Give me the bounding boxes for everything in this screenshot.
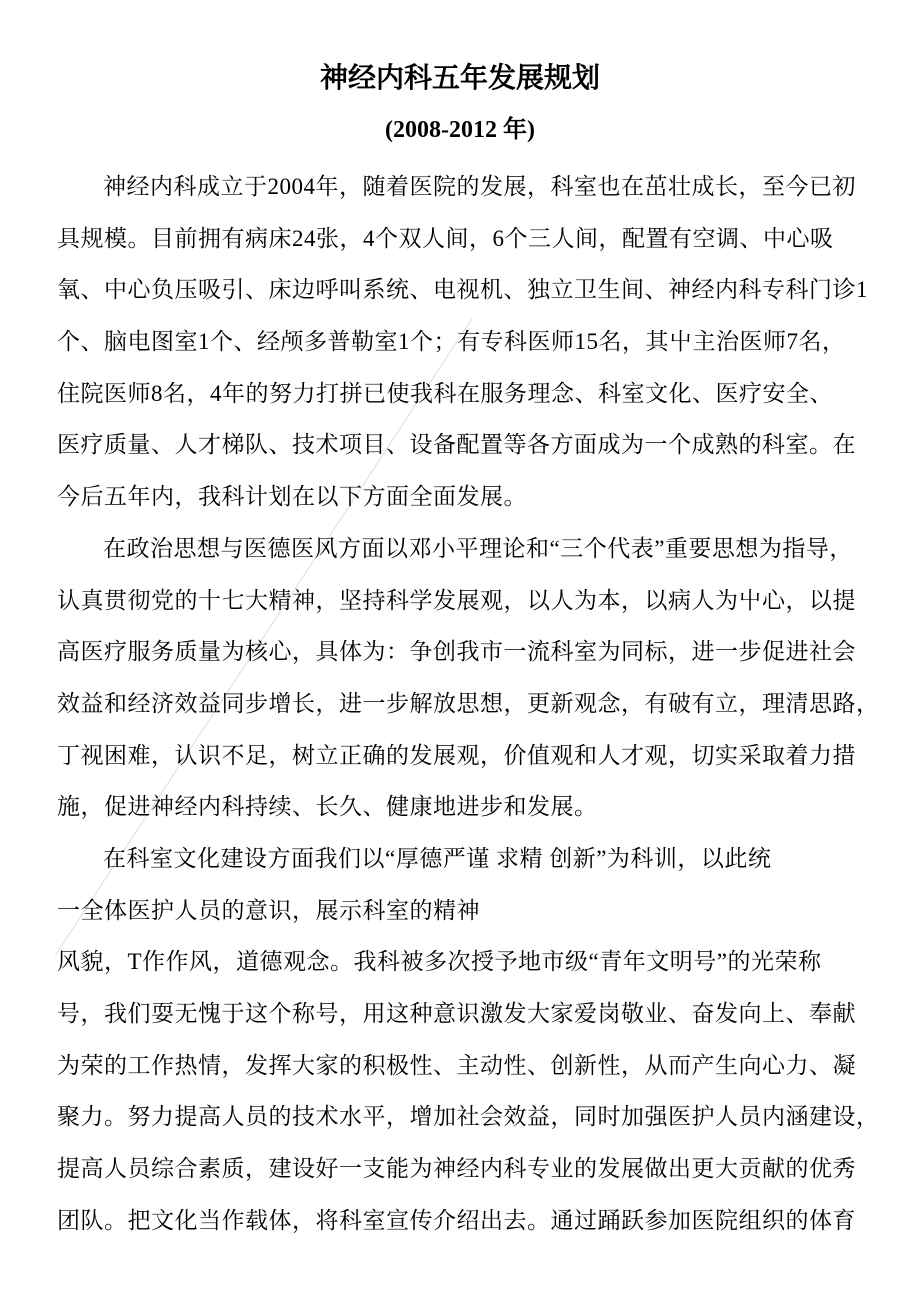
text-line: 风貌，T作作风，道德观念。我科被多次授予地市级“青年文明号”的光荣称 [57, 949, 822, 975]
text-line: 医疗质量、人才梯队、技术项目、设备配置等各方面成为一个成熟的科室。在 [57, 432, 856, 458]
document-title: 神经内科五年发展规划 [319, 63, 600, 94]
text-line: 认真贯彻党的十七大精神，坚持科学发展观，以人为本，以病人为屮心，以提 [57, 587, 856, 613]
text-line: 神经内科成立于2004年，随着医院的发展，科室也在茁壮成长，至今已初 [103, 174, 856, 199]
document-body [57, 161, 880, 1246]
text-line: 具规模。目前拥有病床24张，4个双人间，6个三人间，配置有空调、中心吸 [57, 225, 834, 251]
text-line: 氧、中心负压吸引、床边呼叫系统、电视机、独立卫生间、神经内科专科门诊1 [57, 277, 868, 303]
text-line: 在科室文化建设方面我们以“厚德严谨 求精 创新”为科训，以此统 [103, 845, 772, 871]
text-line: 提高人员综合素质，建设好一支能为神经内科专业的发展做出更大贡献的优秀 [57, 1156, 856, 1182]
text-line: 住院医师8名，4年的努力打拼已使我科在服务理念、科室文化、医疗安全、 [57, 380, 833, 406]
text-line: 为荣的工作热情，发挥大家的积极性、主动性、创新性，从而产生向心力、凝 [57, 1052, 856, 1078]
text-line: 团队。把文化当作载体，将科室宣传介绍出去。通过踊跃参加医院组织的体育 [57, 1207, 856, 1233]
text-line: 个、脑电图室1个、经颅多普勒室1个；有专科医师15名，其屮主治医师7名， [57, 329, 846, 355]
text-line: 丁视困难，认识不足，树立正确的发展观，价值观和人才观，切实采取着力措 [57, 742, 856, 768]
text-line: 效益和经济效益同步增长，进一步解放思想，更新观念，有破有立，理清思路， [57, 690, 880, 716]
text-line: 一全体医护人员的意识，展示科室的精神 [57, 897, 480, 923]
text-line: 施，促进神经内科持续、长久、健康地进步和发展。 [57, 794, 598, 820]
document-subtitle: (2008-2012 年) [385, 117, 535, 143]
text-line: 聚力。努力提高人员的技术水平，增加社会效益，同时加强医护人员内涵建设， [57, 1104, 880, 1130]
text-line: 在政治思想与医德医风方面以邓小平理论和“三个代表”重要思想为指导， [103, 535, 853, 561]
text-line: 今后五年内，我科计划在以下方面全面发展。 [57, 484, 527, 510]
text-line: 高医疗服务质量为核心，具体为：争创我市一流科室为同标，进一步促进社会 [57, 639, 856, 665]
text-line: 号，我们耍无愧于这个称号，用这种意识激发大家爱岗敬业、奋发向上、奉献 [57, 1001, 856, 1026]
